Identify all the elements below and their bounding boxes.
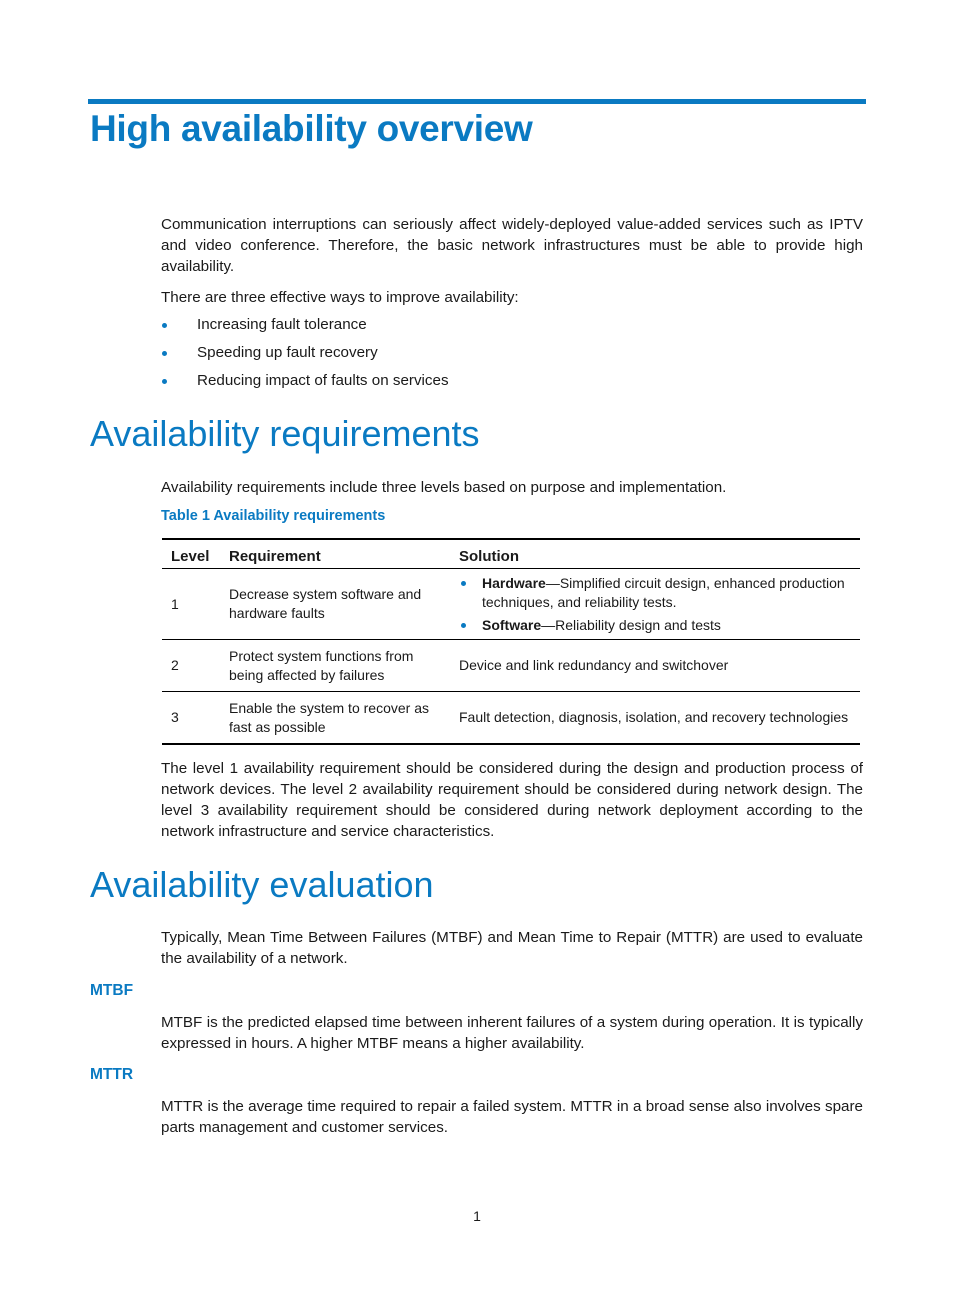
- column-header-solution: Solution: [450, 539, 860, 568]
- list-item: Hardware—Simplified circuit design, enhanced production techniques, and reliability tests.: [459, 574, 851, 612]
- availability-requirements-table: [162, 538, 860, 745]
- solution-cell: Device and link redundancy and switchover: [459, 657, 729, 673]
- requirement-cell: Enable the system to recover as fast as possible: [229, 699, 429, 735]
- mttr-paragraph: MTTR is the average time required to repair a failed system. MTTR in a broad sense also involves spare parts management and customer services.: [161, 1098, 863, 1136]
- level-cell: 3: [171, 709, 179, 725]
- table-row: [162, 639, 860, 691]
- availability-ways-list: [161, 314, 449, 398]
- requirement-cell: Protect system functions from being affected by failures: [229, 647, 414, 683]
- mtbf-paragraph: MTBF is the predicted elapsed time between inherent failures of a system during operation. It is typically expressed in hours. A higher MTBF means a higher availability.: [161, 1014, 863, 1052]
- solution-cell: [450, 568, 860, 639]
- requirement-cell: Decrease system software and hardware faults: [229, 586, 422, 621]
- column-header-level: Level: [162, 539, 220, 568]
- bullet-icon: [461, 623, 466, 628]
- subheading-mtbf: MTBF: [90, 982, 134, 999]
- bullet-icon: [162, 379, 167, 384]
- section-heading-evaluation: Availability evaluation: [90, 864, 434, 905]
- table-header-row: [162, 539, 860, 568]
- bullet-icon: [461, 581, 466, 586]
- intro-lead-paragraph: There are three effective ways to improve availability:: [161, 289, 519, 306]
- page-title: High availability overview: [90, 108, 533, 149]
- title-rule: [88, 99, 866, 104]
- bullet-icon: [162, 351, 167, 356]
- requirements-paragraph: Availability requirements include three levels based on purpose and implementation.: [161, 479, 727, 496]
- solution-list: [459, 574, 851, 635]
- level-cell: 2: [171, 657, 179, 673]
- evaluation-paragraph: Typically, Mean Time Between Failures (MTBF) and Mean Time to Repair (MTTR) are used to evaluate the availability of a network.: [161, 929, 863, 967]
- page-number: 1: [473, 1208, 481, 1224]
- section-heading-requirements: Availability requirements: [90, 413, 480, 454]
- table-row: [162, 691, 860, 744]
- column-header-requirement: Requirement: [220, 539, 450, 568]
- level-cell: 1: [171, 595, 179, 612]
- table-row: [162, 568, 860, 639]
- subheading-mttr: MTTR: [90, 1066, 134, 1083]
- list-item: Software—Reliability design and tests: [459, 616, 851, 635]
- requirements-followup-paragraph: The level 1 availability requirement should be considered during the design and production process of network devices. The level 2 availability requirement should be considered during network design. The level 3 availability requirement should be considered during network deployment according to the network infrastructure and service characteristics.: [161, 760, 863, 840]
- list-item: Speeding up fault recovery: [161, 342, 449, 370]
- intro-paragraph: Communication interruptions can seriously affect widely-deployed value-added services such as IPTV and video conference. Therefore, the basic network infrastructures must be able to provide high availability.: [161, 216, 863, 275]
- list-item: Reducing impact of faults on services: [161, 370, 449, 398]
- bullet-icon: [162, 323, 167, 328]
- solution-cell: Fault detection, diagnosis, isolation, and recovery technologies: [459, 709, 849, 725]
- list-item: Increasing fault tolerance: [161, 314, 449, 342]
- table-caption: Table 1 Availability requirements: [161, 508, 386, 524]
